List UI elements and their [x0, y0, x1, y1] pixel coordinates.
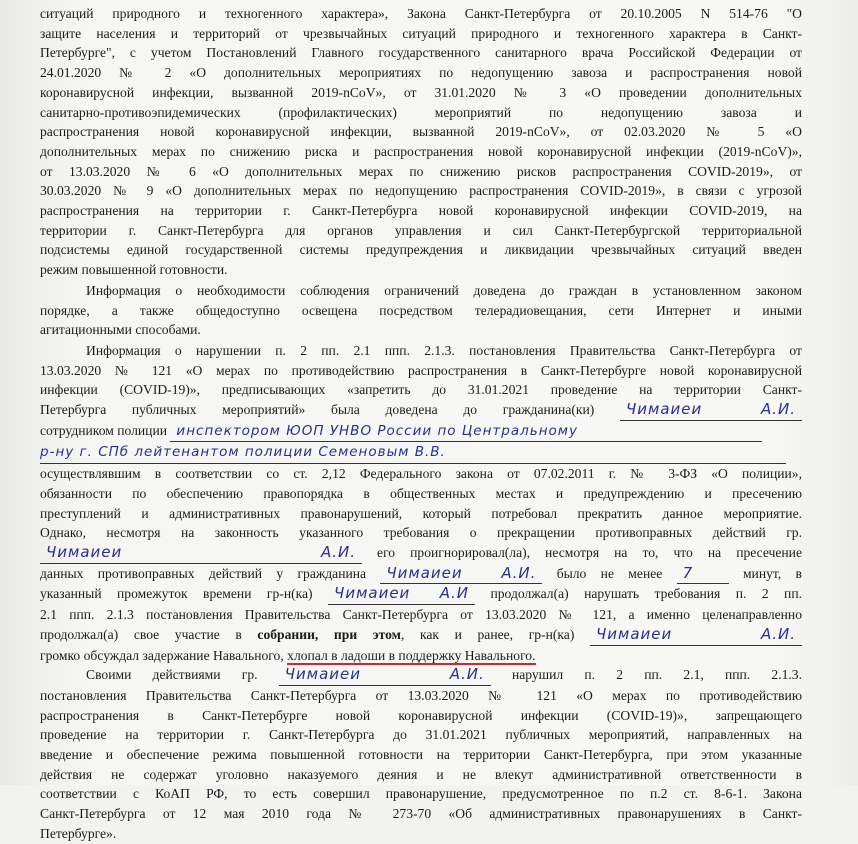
actions-line-1-text-a: Своими действиями гр. [86, 667, 258, 683]
handwritten-name-1: Чимаиеи А.И. [620, 400, 802, 421]
violation-line-12-text-c: минут, в [742, 565, 802, 581]
violation-line-12 [40, 564, 802, 585]
actions-line-1-text-b: нарушил п. 2 пп. 2.1, ппп. 2.1.3. [511, 667, 802, 683]
actions-line-8: Петербурге». [40, 825, 117, 841]
intro-line-4: 24.01.2020 № 2 «О дополнительных мероприятиях по недопущению завоза и распространения новой [40, 65, 802, 81]
violation-line-1: Информация о нарушении п. 2 пп. 2.1 ппп. 2.1.3. постановления Правительства Санкт-Петербурга от [86, 342, 802, 358]
actions-lines [40, 686, 802, 844]
officer-label: сотрудником полиции [40, 422, 168, 438]
actions-line-4: введение и обеспечение режима повышенной готовности на территории Санкт-Петербурга, при этом указанные [40, 747, 802, 763]
info-line-2: порядке, а также общедоступно освещена посредством телерадиовещания, сети Интернет и иными [40, 302, 802, 318]
actions-line-5: действия не содержат уголовно наказуемого деяния и не влекут административной ответственности в [40, 766, 802, 782]
violation-line-13-text-b: продолжал(а) нарушать требования п. 2 пп. [490, 586, 802, 602]
violation-line-14: 2.1 ппп. 2.1.3 постановления Правительства Санкт-Петербурга от 13.03.2020 № 121, а именно целенаправленно [40, 607, 802, 623]
violation-line-15-text-a: продолжал(а) свое участие в [40, 626, 242, 642]
intro-line-14: режим повышенной готовности. [40, 262, 228, 278]
actions-line-6: соответствии с КоАП РФ, то есть совершил правонарушение, предусмотренное по п.2 ст. 8-6-1. Закона [40, 786, 802, 802]
actions-line-1: постановления Правительства Санкт-Петербурга от 13.03.2020 № 121 «О мерах по противодействию [40, 687, 802, 703]
violation-line-9: преступлений и административных правонарушений, который потребовал прекратить данное мероприятие. [40, 505, 802, 521]
intro-line-10: 30.03.2020 № 9 «О дополнительных мерах по недопущению распространения COVID-2019», в связи с угрозой [40, 183, 802, 199]
violation-line-11-text: его проигнорировал(ла), несмотря на то, что на пресечение [377, 544, 802, 560]
paragraph-info [40, 281, 802, 340]
handwritten-name-3: Чимаиеи А.И. [380, 564, 542, 585]
handwritten-name-5: Чимаиеи А.И. [590, 625, 802, 646]
paragraph-violation [40, 341, 802, 665]
intro-line-2: защите населения и территорий от чрезвычайных ситуаций природного и техногенного характера в Санкт- [40, 25, 802, 41]
violation-line-13-text-a: указанный промежуток времени гр-н(ка) [40, 586, 313, 602]
handwritten-name-2: Чимаиеи А.И. [40, 543, 362, 564]
violation-line-15-bold: собрании, при этом [257, 626, 401, 642]
info-line-1: Информация о необходимости соблюдения ограничений доведена до граждан в установленном законом [86, 282, 802, 298]
handwritten-minutes: 7 [677, 564, 729, 585]
handwritten-officer-1: инспектором ЮОП УНВО России по Центральному [170, 422, 762, 443]
intro-line-7: распространения новой коронавирусной инфекции, вызванной 2019-nCoV», от 02.03.2020 № 5 «О [40, 124, 802, 140]
intro-line-9: от 13.03.2020 № 6 «О дополнительных мерах по снижению рисков распространения COVID-2019», от [40, 163, 802, 179]
handwritten-officer-2: р-ну г. СПб лейтенантом полиции Семеновым В.В. [40, 443, 786, 464]
intro-line-6: санитарно-противоэпидемических (профилактических) мероприятий по недопущению завоза и [40, 104, 802, 120]
violation-line-3: инфекции (COVID-19)», предписывающих «запретить до 31.01.2021 проведение на территории Санкт- [40, 382, 802, 398]
violation-line-15-text-c: , как и ранее, гр-н(ка) [400, 626, 575, 642]
document-body [40, 4, 802, 844]
intro-line-8: дополнительных мерах по снижению риска и распространения новой коронавирусной инфекции (2019-nCoV)», [40, 143, 802, 159]
paragraph-actions [40, 665, 802, 843]
violation-line-16-text-a: громко обсуждал задержание Навального, [40, 647, 288, 663]
violation-line-7: осуществлявшим в соответствии со ст. 2,12 Федерального закона от 07.02.2011 г. № 3-ФЗ «О полиции», [40, 466, 802, 482]
violation-line-2: 13.03.2020 № 121 «О мерах по противодействию распространения в Санкт-Петербурге новой коронавирусной [40, 362, 802, 378]
intro-line-13: подсистемы единой государственной системы предупреждения и ликвидации чрезвычайных ситуаций введен [40, 242, 802, 258]
violation-line-12-text-a: данных противоправных действий у гражданина [40, 565, 367, 581]
intro-line-1: ситуаций природного и техногенного характера», Закона Санкт-Петербурга от 20.10.2005 N 514-76 "О [40, 6, 802, 21]
violation-line-4 [40, 400, 802, 421]
violation-line-12-text-b: было не менее [556, 565, 663, 581]
violation-line-8: обязанности по обеспечению правопорядка в общественных местах и предупреждению и пресечению [40, 485, 802, 501]
handwritten-name-6: Чимаиеи А.И. [279, 665, 491, 686]
violation-line-4-text: Петербурга публичных мероприятий» была доведена до гражданина(ки) [40, 402, 595, 418]
paragraph-intro [40, 4, 802, 280]
violation-line-16 [40, 646, 802, 666]
intro-line-11: распространения на территории г. Санкт-Петербурга новой коронавирусной инфекции COVID-2019, на [40, 203, 802, 219]
handwritten-name-4: Чимаиеи А.И [328, 584, 475, 605]
intro-line-3: Петербурге", с учетом Постановлений Главного государственного санитарного врача Российской Федерации от [40, 45, 802, 61]
violation-line-10: Однако, несмотря на законность указанного требования о прекращении противоправных действий гр. [40, 525, 802, 541]
actions-line-1 [40, 665, 802, 686]
violation-line-11 [40, 543, 802, 564]
violation-line-13 [40, 584, 802, 605]
info-line-3: агитационными способами. [40, 322, 201, 338]
violation-line-5 [40, 421, 802, 443]
intro-line-12: территории г. Санкт-Петербурга для органов управления и сил Санкт-Петербургской территориальной [40, 222, 802, 238]
violation-line-15 [40, 625, 802, 646]
actions-line-3: проведение на территории г. Санкт-Петербурга до 31.01.2021 публичных мероприятий, направленных на [40, 727, 802, 743]
actions-line-7: Санкт-Петербурга от 12 мая 2010 года № 273-70 «Об административных правонарушениях в Санкт- [40, 806, 802, 822]
red-underlined-phrase: хлопал в ладоши в поддержку Навального. [287, 647, 536, 663]
intro-line-5: коронавирусной инфекции, вызванной 2019-nCoV», от 31.01.2020 № 3 «О проведении дополнительных [40, 84, 802, 100]
actions-line-2: распространения в Санкт-Петербурге новой коронавирусной инфекции (COVID-19)», запрещающего [40, 707, 802, 723]
violation-line-6 [40, 442, 802, 464]
